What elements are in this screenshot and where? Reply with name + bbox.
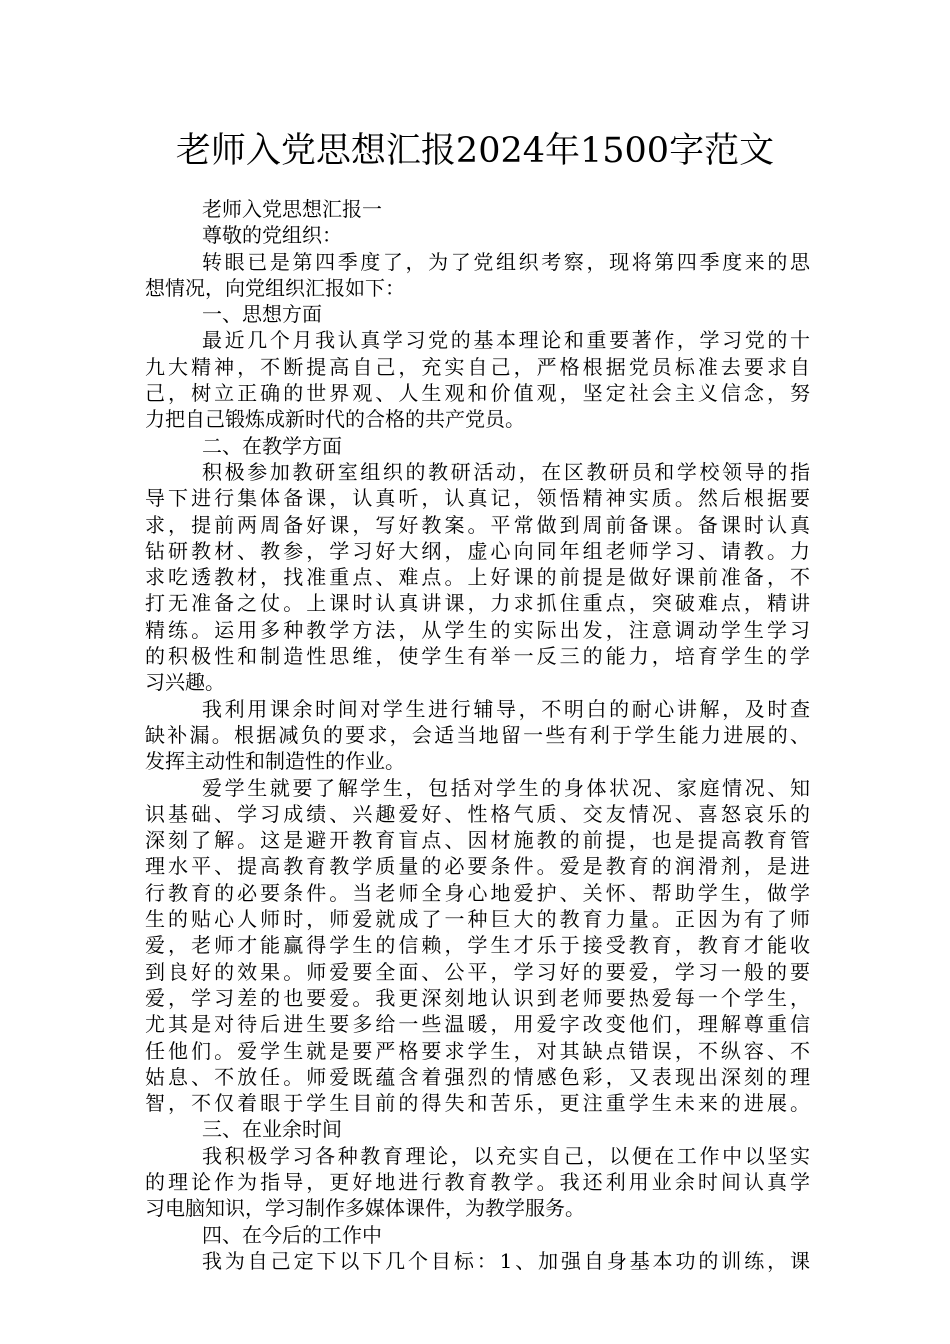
text-line: 爱，老师才能赢得学生的信赖，学生才乐于接受教育，教育才能收 bbox=[145, 933, 810, 958]
text-line: 二、在教学方面 bbox=[202, 433, 342, 458]
text-line: 深刻了解。这是避开教育盲点、因材施教的前提，也是提高教育管 bbox=[145, 828, 810, 853]
text-line: 爱，学习差的也要爱。我更深刻地认识到老师要热爱每一个学生， bbox=[145, 985, 810, 1010]
document-title: 老师入党思想汇报2024年1500字范文 bbox=[175, 131, 775, 171]
text-line: 识基础、学习成绩、兴趣爱好、性格气质、交友情况、喜怒哀乐的 bbox=[145, 801, 810, 826]
text-line: 力把自己锻炼成新时代的合格的共产党员。 bbox=[145, 407, 525, 432]
text-line: 爱学生就要了解学生，包括对学生的身体状况、家庭情况、知 bbox=[202, 775, 810, 800]
text-line: 己，树立正确的世界观、人生观和价值观，坚定社会主义信念，努 bbox=[145, 381, 810, 406]
text-line: 老师入党思想汇报一 bbox=[202, 197, 382, 221]
text-line: 四、在今后的工作中 bbox=[202, 1222, 382, 1247]
text-line: 最近几个月我认真学习党的基本理论和重要著作，学习党的十 bbox=[202, 328, 810, 353]
text-line: 打无准备之仗。上课时认真讲课，力求抓住重点，突破难点，精讲 bbox=[145, 591, 810, 616]
document-body bbox=[145, 196, 810, 1274]
text-line: 缺补漏。根据减负的要求，会适当地留一些有利于学生能力进展的、 bbox=[145, 722, 810, 747]
text-line: 精练。运用多种教学方法，从学生的实际出发，注意调动学生学习 bbox=[145, 617, 810, 642]
text-line: 理水平、提高教育教学质量的必要条件。爱是教育的润滑剂，是进 bbox=[145, 854, 810, 879]
text-line: 的积极性和制造性思维，使学生有举一反三的能力，培育学生的学 bbox=[145, 644, 810, 669]
text-line: 钻研教材、教参，学习好大纲，虚心向同年组老师学习、请教。力 bbox=[145, 538, 810, 563]
text-line: 习电脑知识，学习制作多媒体课件，为教学服务。 bbox=[145, 1196, 585, 1221]
text-line: 三、在业余时间 bbox=[202, 1117, 342, 1142]
text-line: 发挥主动性和制造性的作业。 bbox=[145, 749, 405, 774]
text-line: 我为自己定下以下几个目标：1、加强自身基本功的训练，课 bbox=[202, 1248, 810, 1273]
text-line: 导下进行集体备课，认真听，认真记，领悟精神实质。然后根据要 bbox=[145, 486, 810, 511]
text-line: 尤其是对待后进生要多给一些温暖，用爱字改变他们，理解尊重信 bbox=[145, 1012, 810, 1037]
text-line: 我积极学习各种教育理论，以充实自己，以便在工作中以坚实 bbox=[202, 1143, 810, 1168]
text-line: 积极参加教研室组织的教研活动，在区教研员和学校领导的指 bbox=[202, 459, 810, 484]
text-line: 的理论作为指导，更好地进行教育教学。我还利用业余时间认真学 bbox=[145, 1169, 810, 1194]
text-line: 到良好的效果。师爱要全面、公平，学习好的要爱，学习一般的要 bbox=[145, 959, 810, 984]
text-line: 我利用课余时间对学生进行辅导，不明白的耐心讲解，及时查 bbox=[202, 696, 810, 721]
text-line: 求吃透教材，找准重点、难点。上好课的前提是做好课前准备，不 bbox=[145, 565, 810, 590]
text-line: 九大精神，不断提高自己，充实自己，严格根据党员标准去要求自 bbox=[145, 354, 810, 379]
text-line: 智，不仅着眼于学生目前的得失和苦乐，更注重学生未来的进展。 bbox=[145, 1091, 810, 1116]
text-line: 一、思想方面 bbox=[202, 302, 322, 327]
text-line: 习兴趣。 bbox=[145, 670, 225, 695]
text-line: 行教育的必要条件。当老师全身心地爱护、关怀、帮助学生，做学 bbox=[145, 880, 810, 905]
text-line: 想情况，向党组织汇报如下： bbox=[145, 275, 405, 300]
text-line: 姑息、不放任。师爱既蕴含着强烈的情感色彩，又表现出深刻的理 bbox=[145, 1064, 810, 1089]
text-line: 生的贴心人师时，师爱就成了一种巨大的教育力量。正因为有了师 bbox=[145, 907, 810, 932]
text-line: 尊敬的党组织： bbox=[202, 223, 342, 248]
text-line: 求，提前两周备好课，写好教案。平常做到周前备课。备课时认真 bbox=[145, 512, 810, 537]
text-line: 任他们。爱学生就是要严格要求学生，对其缺点错误，不纵容、不 bbox=[145, 1038, 810, 1063]
text-line: 转眼已是第四季度了，为了党组织考察，现将第四季度来的思 bbox=[202, 249, 810, 274]
